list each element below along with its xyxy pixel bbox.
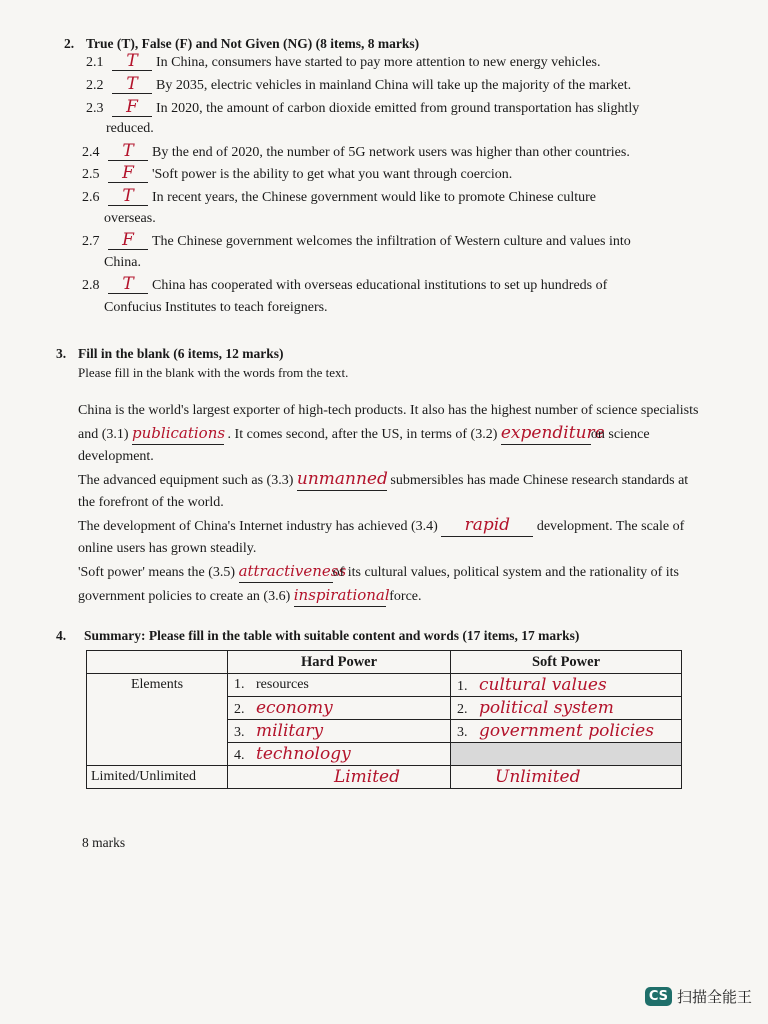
hard-limit-cell: Limited <box>228 766 451 789</box>
header-hard-power: Hard Power <box>228 651 451 674</box>
answer-blank: T <box>108 142 148 161</box>
soft-cell-2: 2. political system <box>451 697 682 720</box>
scanner-logo <box>645 986 752 1007</box>
soft-cell-3: 3. government policies <box>451 720 682 743</box>
fill-paragraph-2: The advanced equipment such as (3.3) unmanned submersibles has made Chinese research standards at the forefront of the world. <box>78 469 689 510</box>
blank-3-6: inspirational <box>294 584 386 607</box>
item-2-5: 2.5 F 'Soft power is the ability to get what you want through coercion. <box>82 163 513 183</box>
answer-blank: T <box>112 75 152 94</box>
section-2-title: 2. True (T), False (F) and Not Given (NG) (8 items, 8 marks) <box>64 36 420 51</box>
blank-3-4: rapid <box>441 514 533 537</box>
blank-3-5: attractiveness <box>239 560 333 583</box>
section-4-title: 4. Summary: Please fill in the table with suitable content and words (17 items, 17 marks) <box>56 628 580 643</box>
soft-cell-shaded <box>451 743 682 766</box>
item-2-7: 2.7 F The Chinese government welcomes the infiltration of Western culture and values into <box>82 230 631 250</box>
table-row <box>87 674 682 697</box>
table-row <box>87 766 682 789</box>
cs-logo-icon: CS <box>645 987 672 1006</box>
blank-3-2: expenditure <box>500 423 605 443</box>
answer-blank: F <box>112 98 152 117</box>
item-2-6-cont: overseas. <box>104 211 156 226</box>
row-label-elements: Elements <box>87 674 228 766</box>
table-header-row <box>87 651 682 674</box>
item-2-3: 2.3 F In 2020, the amount of carbon dioxide emitted from ground transportation has slightly <box>86 97 640 117</box>
header-soft-power: Soft Power <box>451 651 682 674</box>
row-label-limited: Limited/Unlimited <box>87 766 228 789</box>
fill-paragraph-3: The development of China's Internet industry has achieved (3.4) rapid development. The scale of online users has grown steadily. <box>78 515 685 556</box>
item-2-1: 2.1 T In China, consumers have started to pay more attention to new energy vehicles. <box>86 51 601 71</box>
blank-3-1: publications <box>132 422 224 445</box>
answer-blank: F <box>108 164 148 183</box>
logo-text: 扫描全能王 <box>676 988 752 1006</box>
fill-paragraph-4: 'Soft power' means the (3.5) attractivenessof its cultural values, political system and the rationality of its government policies to create an (3.6) inspirational force. <box>78 560 708 608</box>
section-3-title: 3. Fill in the blank (6 items, 12 marks) <box>56 346 284 361</box>
item-2-7-cont: China. <box>104 255 141 270</box>
answer-blank: F <box>108 231 148 250</box>
blank-3-3: unmanned <box>296 469 388 489</box>
item-2-8: 2.8 T China has cooperated with overseas educational institutions to set up hundreds of <box>82 274 608 294</box>
summary-table <box>86 650 682 789</box>
item-2-2: 2.2 T By 2035, electric vehicles in mainland China will take up the majority of the market. <box>86 74 632 94</box>
soft-limit-cell: Unlimited <box>451 766 682 789</box>
fill-paragraph-1: China is the world's largest exporter of high-tech products. It also has the highest number of science specialists and (3.1) publications . It comes second, after the US, in terms of (3.2) expenditureon science development. <box>78 403 699 464</box>
item-2-3-cont: reduced. <box>106 121 154 136</box>
hard-cell-3: 3. military <box>228 720 451 743</box>
item-2-8-cont: Confucius Institutes to teach foreigners. <box>104 300 328 315</box>
section-3-instruction: Please fill in the blank with the words from the text. <box>78 365 349 380</box>
item-2-4: 2.4 T By the end of 2020, the number of 5G network users was higher than other countries. <box>82 141 630 161</box>
hard-cell-2: 2. economy <box>228 697 451 720</box>
hard-cell-4: 4. technology <box>228 743 451 766</box>
hard-cell-1: 1. resources <box>228 674 451 697</box>
answer-blank: T <box>108 275 148 294</box>
item-2-6: 2.6 T In recent years, the Chinese government would like to promote Chinese culture <box>82 186 596 206</box>
answer-blank: T <box>108 187 148 206</box>
footer-marks: 8 marks <box>82 835 126 850</box>
answer-blank: T <box>112 52 152 71</box>
soft-cell-1: 1. cultural values <box>451 674 682 697</box>
